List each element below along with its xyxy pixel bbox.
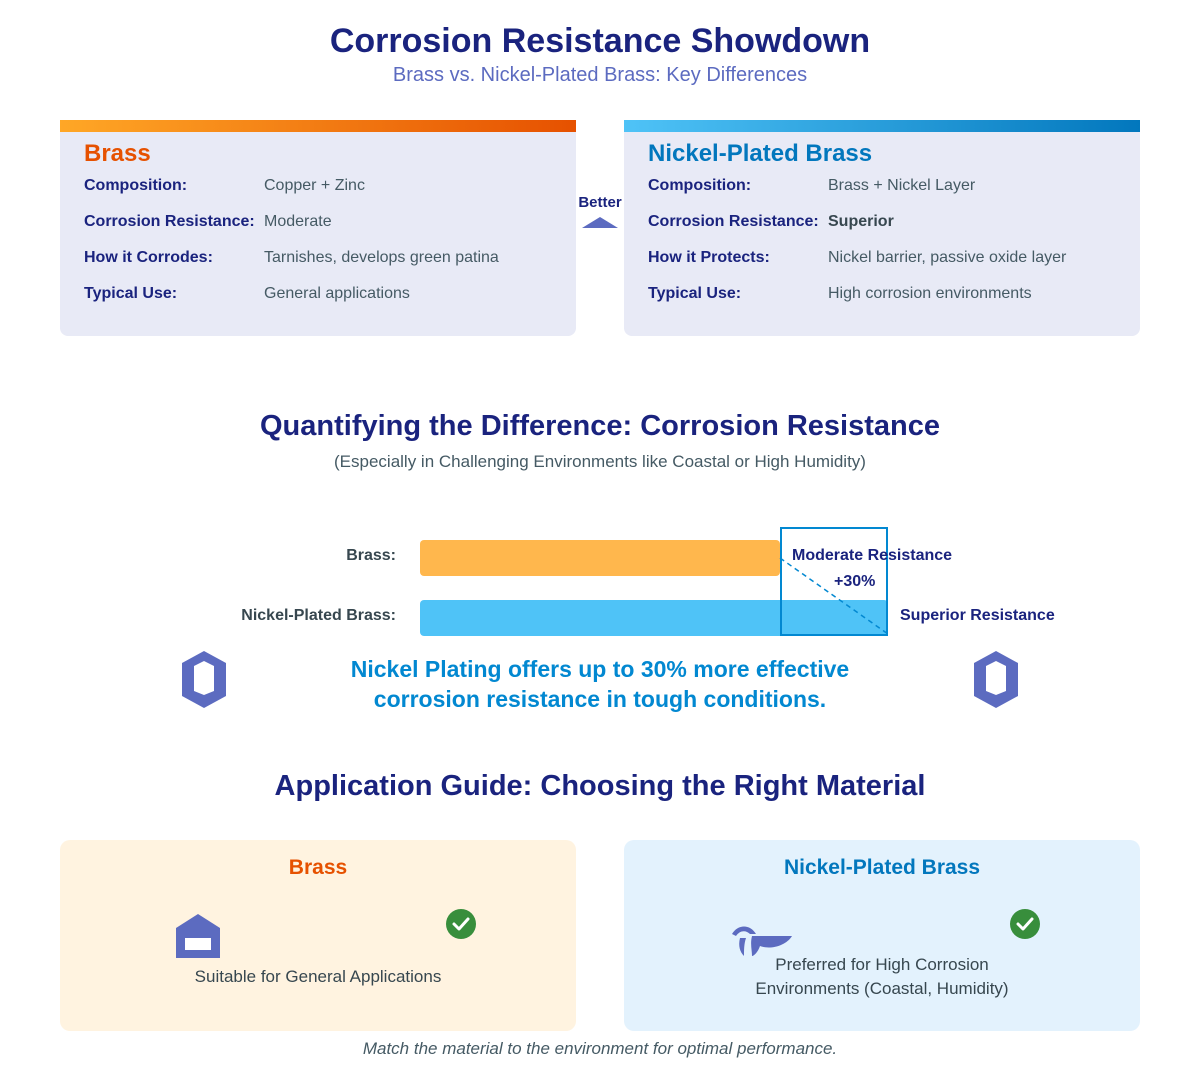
quantify-subtitle: (Especially in Challenging Environments like Coastal or High Humidity) (334, 452, 866, 471)
row-value: Superior (828, 213, 894, 230)
guide-card-title: Nickel-Plated Brass (783, 856, 981, 879)
check-circle-icon (446, 909, 476, 939)
row-label: Composition: (648, 177, 752, 194)
row-label: How it Protects: (648, 249, 770, 266)
value-label-brass: Moderate Resistance (792, 547, 953, 564)
bar-label-nickel: Nickel-Plated Brass: (241, 607, 396, 624)
nickel-card-title: Nickel-Plated Brass (648, 140, 873, 167)
callout-text (0, 654, 1200, 714)
callout-line-1: Nickel Plating offers up to 30% more effective (350, 656, 850, 682)
guide-title: Application Guide: Choosing the Right Material (274, 770, 926, 802)
row-label: Typical Use: (648, 285, 742, 302)
row-value: Tarnishes, develops green patina (264, 249, 499, 266)
quantify-title: Quantifying the Difference: Corrosion Resistance (259, 410, 940, 442)
guide-card-brass (60, 840, 576, 1031)
row-label: Corrosion Resistance: (648, 213, 819, 230)
guide-card-title: Brass (288, 856, 348, 879)
row-label: Corrosion Resistance: (84, 213, 255, 230)
row-value: Brass + Nickel Layer (828, 177, 976, 194)
brass-card-title: Brass (84, 140, 151, 167)
guide-card-text-line-2: Environments (Coastal, Humidity) (755, 979, 1009, 998)
row-value: Moderate (264, 213, 332, 230)
row-value: High corrosion environments (828, 285, 1032, 302)
row-value: Copper + Zinc (264, 177, 365, 194)
guide-card-nickel (624, 840, 1140, 1031)
building-icon (176, 914, 220, 958)
row-label: Typical Use: (84, 285, 178, 302)
diff-annotation: +30% (834, 573, 876, 590)
row-value: Nickel barrier, passive oxide layer (828, 249, 1067, 266)
page-subtitle: Brass vs. Nickel-Plated Brass: Key Differences (392, 64, 808, 86)
guide-card-text (624, 953, 1140, 1001)
row-label: Composition: (84, 177, 188, 194)
guide-card-text-line-1: Preferred for High Corrosion (775, 955, 989, 974)
check-circle-icon (1010, 909, 1040, 939)
page-title: Corrosion Resistance Showdown (329, 22, 871, 60)
better-label: Better (578, 194, 622, 211)
callout-line-2: corrosion resistance in tough conditions. (373, 686, 827, 712)
value-label-nickel: Superior Resistance (900, 607, 1055, 624)
bar-label-brass: Brass: (346, 547, 396, 564)
row-value: General applications (264, 285, 410, 302)
row-label: How it Corrodes: (84, 249, 213, 266)
footer-note: Match the material to the environment for optimal performance. (362, 1039, 838, 1058)
guide-card-text: Suitable for General Applications (194, 967, 442, 986)
